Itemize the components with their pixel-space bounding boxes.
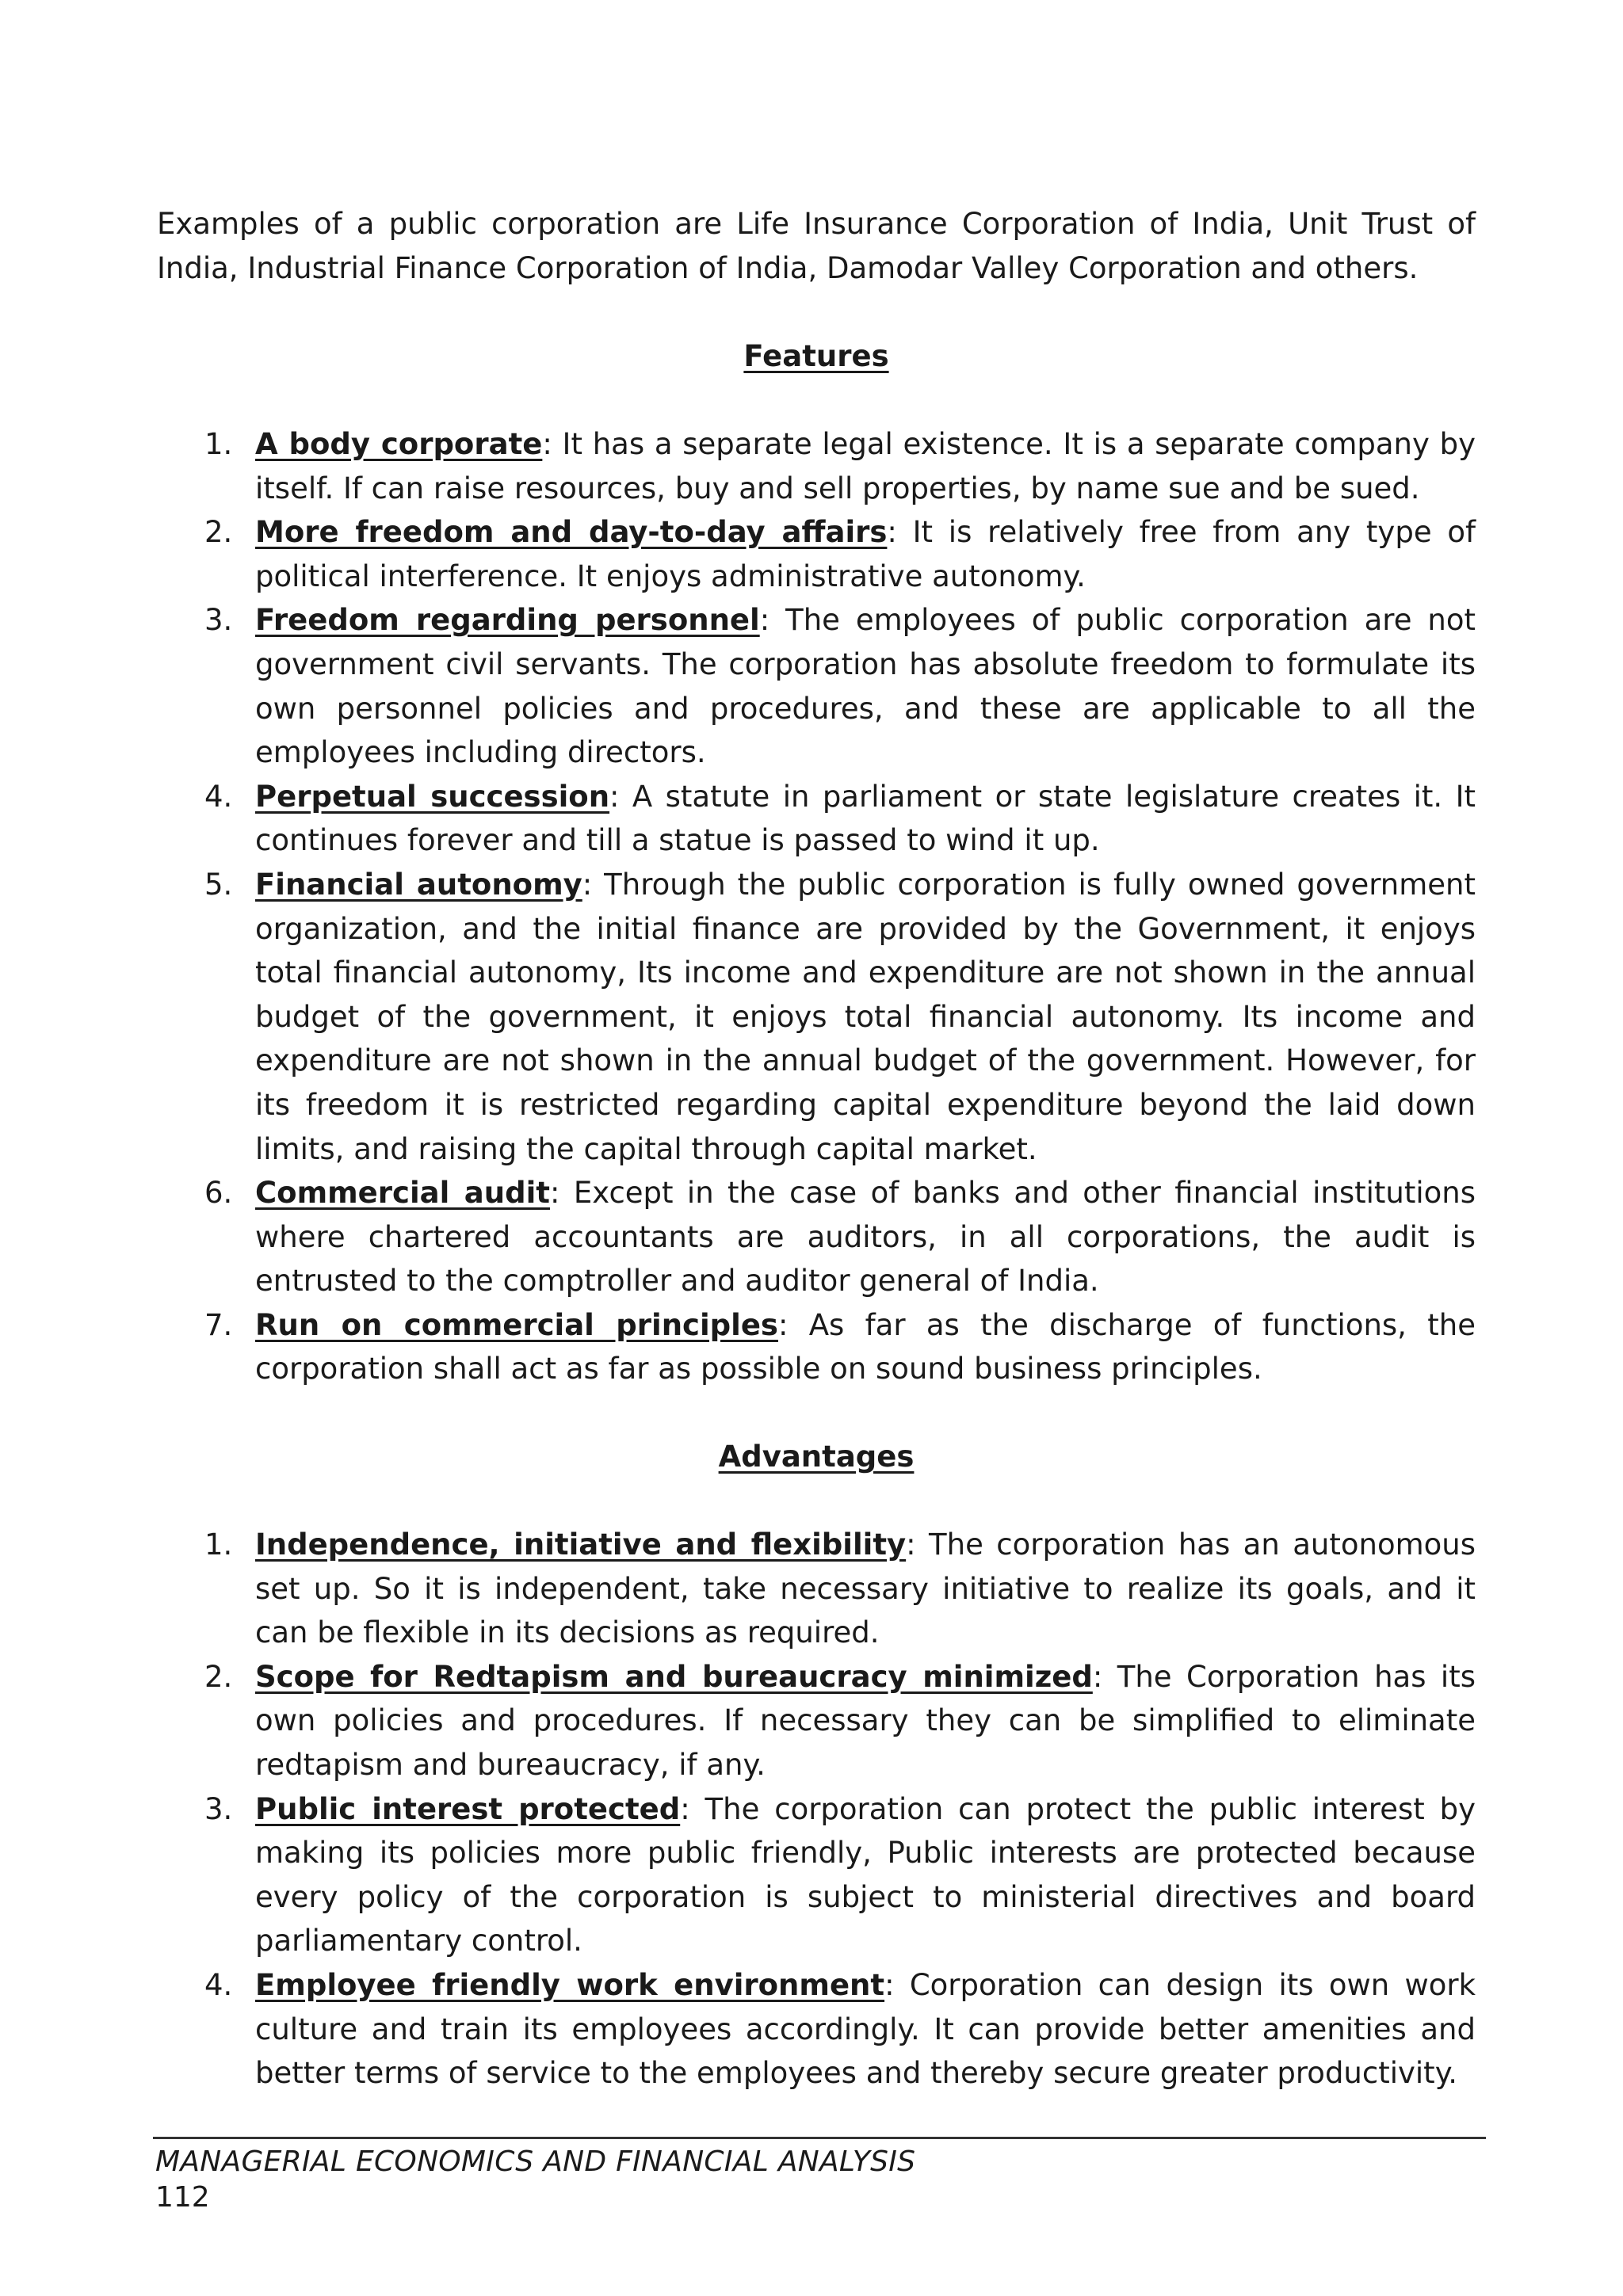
item-number: 1.	[204, 427, 233, 461]
item-text: : The Corporation has its own policies and procedures. If necessary they can be simplified to eliminate redtapism and bureaucracy, if any.	[255, 1659, 1476, 1783]
list-item	[157, 1523, 1476, 1655]
item-number: 3.	[204, 1791, 233, 1826]
item-number: 2.	[204, 1659, 233, 1694]
item-number: 1.	[204, 1527, 233, 1562]
advantages-list	[157, 1523, 1476, 2096]
item-term: A body corporate	[255, 427, 543, 461]
footer-book-title: MANAGERIAL ECONOMICS AND FINANCIAL ANALYSIS	[155, 2145, 916, 2178]
item-number: 4.	[204, 779, 233, 814]
list-item	[157, 1655, 1476, 1787]
item-term: More freedom and day-to-day affairs	[255, 515, 888, 550]
item-text: : The employees of public corporation are not government civil servants. The corporation has absolute freedom to formulate its own personnel policies and procedures, and these are applicable to all the employees including directors.	[255, 603, 1476, 770]
document-page	[157, 202, 1476, 2096]
item-text: : It is relatively free from any type of political interference. It enjoys administrative autonomy.	[255, 515, 1476, 593]
list-item	[157, 1963, 1476, 2096]
page-number: 112	[155, 2181, 210, 2214]
item-text: : Except in the case of banks and other financial institutions where chartered accountants are auditors, in all corporations, the audit is entrusted to the comptroller and auditor general of India.	[255, 1176, 1476, 1299]
list-item	[157, 775, 1476, 863]
list-item	[157, 598, 1476, 774]
item-number: 3.	[204, 603, 233, 638]
item-text: : The corporation can protect the public interest by making its policies more public friendly, Public interests are protected because every policy of the corporation is subject to ministerial directives and board parliamentary control.	[255, 1791, 1476, 1958]
advantages-heading: Advantages	[718, 1440, 915, 1474]
item-number: 6.	[204, 1176, 233, 1211]
item-term: Scope for Redtapism and bureaucracy minimized	[255, 1659, 1093, 1694]
item-text: : Through the public corporation is fully owned government organization, and the initial finance are provided by the Government, it enjoys total financial autonomy, Its income and expenditure are not shown in the annual budget of the government, it enjoys total financial autonomy. Its income and expenditure are not shown in the annual budget of the government. However, for its freedom it is restricted regarding capital expenditure beyond the laid down limits, and raising the capital through capital market.	[255, 867, 1476, 1166]
list-item	[157, 1171, 1476, 1303]
list-item	[157, 510, 1476, 598]
item-term: Freedom regarding personnel	[255, 603, 760, 638]
features-list	[157, 422, 1476, 1391]
item-text: : It has a separate legal existence. It is a separate company by itself. If can raise resources, buy and sell properties, by name sue and be sued.	[255, 427, 1476, 505]
item-text: : Corporation can design its own work culture and train its employees accordingly. It can provide better amenities and better terms of service to the employees and thereby secure greater productivity.	[255, 1968, 1476, 2091]
item-text: : A statute in parliament or state legislature creates it. It continues forever and till a statue is passed to wind it up.	[255, 779, 1476, 858]
item-term: Employee friendly work environment	[255, 1968, 885, 2002]
features-heading: Features	[743, 339, 889, 373]
item-text: : As far as the discharge of functions, the corporation shall act as far as possible on sound business principles.	[255, 1307, 1476, 1386]
item-text: : The corporation has an autonomous set up. So it is independent, take necessary initiative to realize its goals, and it can be flexible in its decisions as required.	[255, 1527, 1476, 1650]
footer-divider	[153, 2137, 1486, 2139]
item-number: 2.	[204, 515, 233, 550]
intro-paragraph: Examples of a public corporation are Life Insurance Corporation of India, Unit Trust of India, Industrial Finance Corporation of India, Damodar Valley Corporation and others.	[157, 207, 1476, 285]
item-number: 4.	[204, 1968, 233, 2002]
item-term: Commercial audit	[255, 1176, 550, 1211]
item-term: Independence, initiative and flexibility	[255, 1527, 907, 1562]
item-term: Public interest protected	[255, 1791, 681, 1826]
item-number: 7.	[204, 1307, 233, 1342]
item-term: Run on commercial principles	[255, 1307, 778, 1342]
list-item	[157, 1303, 1476, 1391]
list-item	[157, 422, 1476, 510]
list-item	[157, 863, 1476, 1171]
item-term: Financial autonomy	[255, 867, 582, 902]
item-number: 5.	[204, 867, 233, 902]
list-item	[157, 1787, 1476, 1963]
item-term: Perpetual succession	[255, 779, 610, 814]
